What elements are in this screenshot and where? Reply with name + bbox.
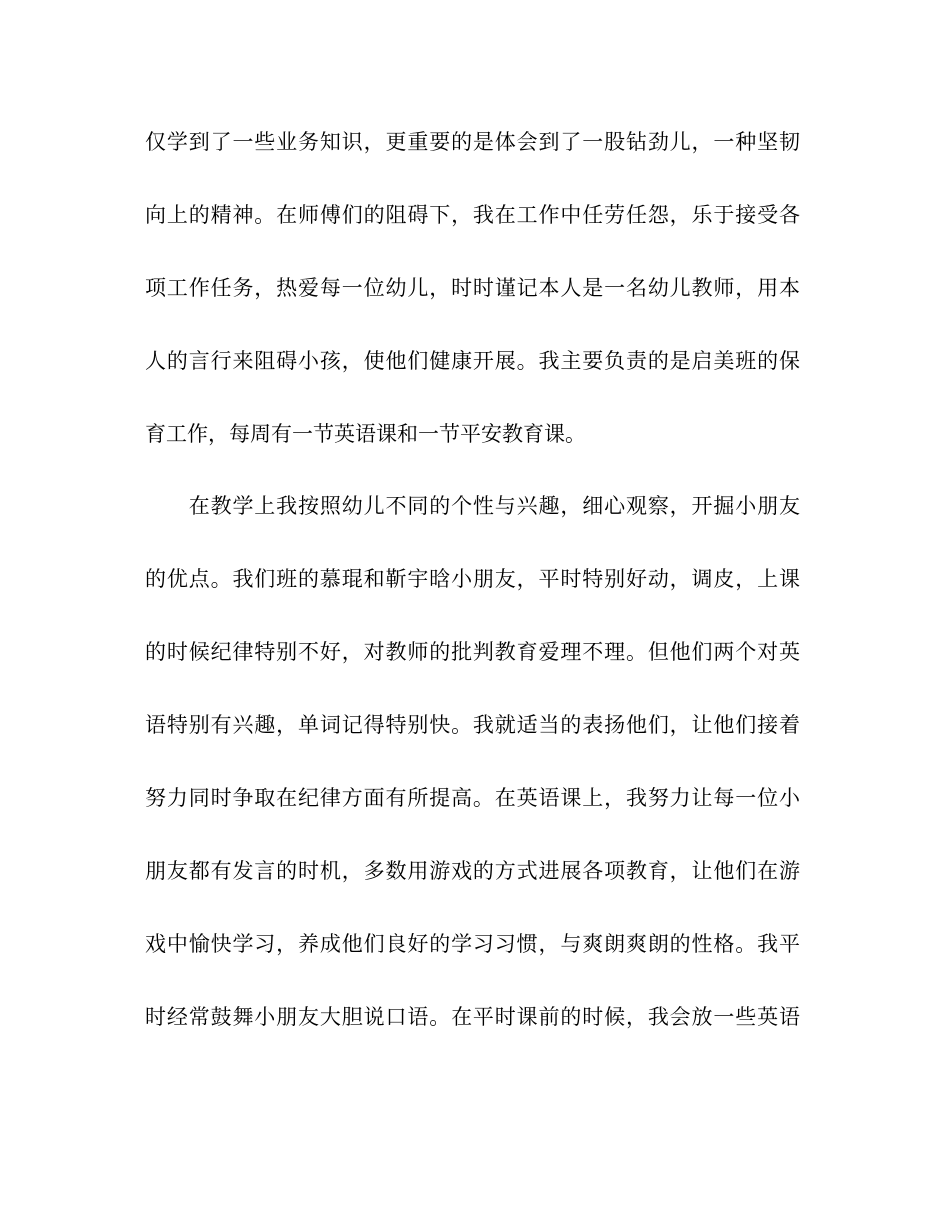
text-line: 育工作，每周有一节英语课和一节平安教育课。 [145, 421, 586, 446]
text-line: 仅学到了一些业务知识，更重要的是体会到了一股钻劲儿，一种坚韧 [145, 130, 800, 154]
body-text [145, 122, 800, 1070]
text-line: 语特别有兴趣，单词记得特别快。我就适当的表扬他们，让他们接着 [145, 713, 800, 738]
text-line: 戏中愉快学习，养成他们良好的学习习惯，与爽朗爽朗的性格。我平 [145, 931, 800, 956]
text-line: 的优点。我们班的慕琨和靳宇晗小朋友，平时特别好动，调皮，上课 [145, 567, 800, 592]
text-line: 朋友都有发言的时机，多数用游戏的方式进展各项教育，让他们在游 [145, 858, 800, 883]
text-line: 努力同时争取在纪律方面有所提高。在英语课上，我努力让每一位小 [145, 786, 800, 811]
text-line: 的时候纪律特别不好，对教师的批判教育爱理不理。但他们两个对英 [145, 640, 800, 665]
text-line: 项工作任务，热爱每一位幼儿，时时谨记本人是一名幼儿教师，用本 [145, 275, 800, 300]
text-line: 时经常鼓舞小朋友大胆说口语。在平时课前的时候，我会放一些英语 [145, 1004, 800, 1029]
text-line: 向上的精神。在师傅们的阻碍下，我在工作中任劳任怨，乐于接受各 [145, 202, 800, 227]
text-line: 人的言行来阻碍小孩，使他们健康开展。我主要负责的是启美班的保 [145, 348, 800, 373]
text-line: 在教学上我按照幼儿不同的个性与兴趣，细心观察，开掘小朋友 [145, 494, 800, 519]
